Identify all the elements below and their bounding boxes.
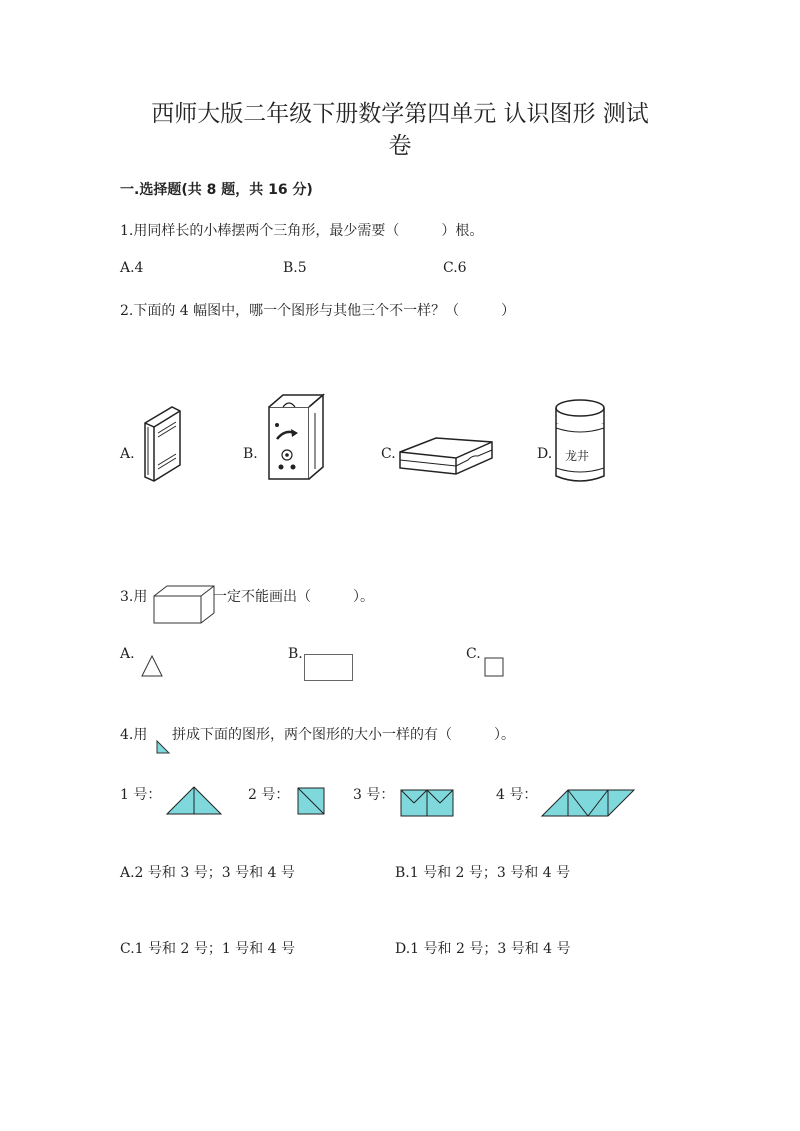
figure-1-label: 1 号： xyxy=(120,787,162,803)
q2-option-b[interactable]: B. xyxy=(243,446,258,462)
q3-option-b[interactable]: B. xyxy=(288,646,303,662)
q2-option-c[interactable]: C. xyxy=(381,446,396,462)
square-icon xyxy=(484,657,504,677)
gift-box-image xyxy=(265,393,327,483)
q4-option-a[interactable]: A.2 号和 3 号；3 号和 4 号 xyxy=(120,865,295,881)
question-3-stem-prefix: 3.用 xyxy=(120,589,148,605)
cuboid-icon xyxy=(153,585,215,625)
q4-option-d[interactable]: D.1 号和 2 号；3 号和 4 号 xyxy=(395,941,571,957)
question-4-stem-prefix: 4.用 xyxy=(120,727,148,743)
q1-option-c[interactable]: C.6 xyxy=(443,260,467,276)
q2-option-d[interactable]: D. xyxy=(537,446,553,462)
q1-option-b[interactable]: B.5 xyxy=(283,260,307,276)
page-title-line2: 卷 xyxy=(388,133,412,159)
small-triangle-icon xyxy=(156,740,170,754)
q1-option-a[interactable]: A.4 xyxy=(120,260,144,276)
q2-option-a[interactable]: A. xyxy=(120,446,135,462)
book-image xyxy=(140,405,190,485)
q4-option-b[interactable]: B.1 号和 2 号；3 号和 4 号 xyxy=(395,865,571,881)
tea-jar-image xyxy=(553,398,607,484)
figure-4-label: 4 号： xyxy=(496,787,538,803)
figure-2-shape xyxy=(297,787,325,815)
figure-4-shape xyxy=(541,789,635,817)
figure-1-shape xyxy=(166,786,222,816)
question-2-stem: 2.下面的 4 幅图中，哪一个图形与其他三个不一样？（ ） xyxy=(120,303,516,319)
question-3-stem-suffix: 一定不能画出（ ）。 xyxy=(213,589,374,605)
q3-option-a[interactable]: A. xyxy=(120,646,135,662)
page-title: 西师大版二年级下册数学第四单元 认识图形 测试 xyxy=(151,101,649,127)
flat-box-image xyxy=(398,430,494,478)
figure-3-label: 3 号： xyxy=(353,787,395,803)
triangle-icon xyxy=(141,655,163,677)
q4-option-c[interactable]: C.1 号和 2 号；1 号和 4 号 xyxy=(120,941,295,957)
section-heading: 一.选择题(共 8 题，共 16 分) xyxy=(120,182,313,198)
question-1-stem: 1.用同样长的小棒摆两个三角形，最少需要（ ）根。 xyxy=(120,223,484,239)
rectangle-icon xyxy=(304,654,354,682)
jar-label: 龙井 xyxy=(565,449,590,463)
q3-option-c[interactable]: C. xyxy=(466,646,481,662)
question-4-stem-suffix: 拼成下面的图形，两个图形的大小一样的有（ ）。 xyxy=(172,727,515,743)
figure-2-label: 2 号： xyxy=(248,787,290,803)
figure-3-shape xyxy=(400,789,454,817)
